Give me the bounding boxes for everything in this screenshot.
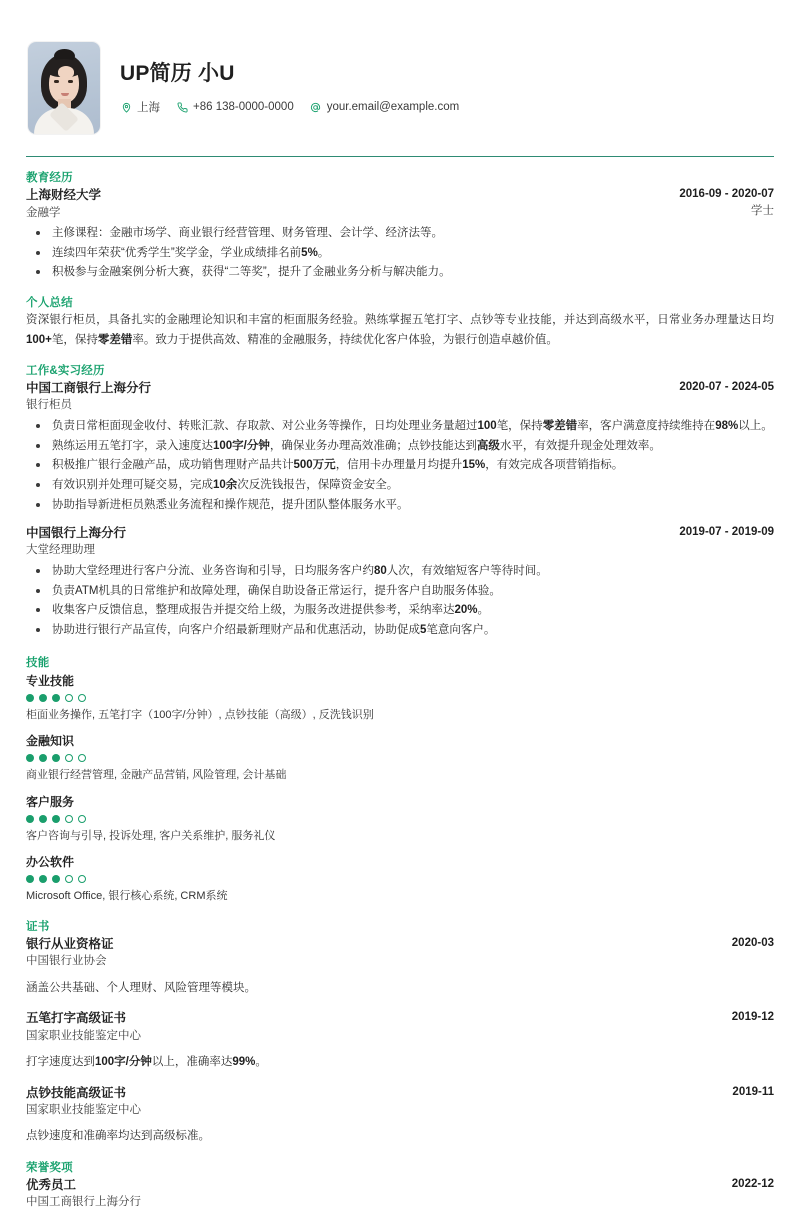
rating-dot-filled	[39, 815, 47, 823]
skill-name: 客户服务	[26, 794, 75, 809]
section-experience	[22, 364, 778, 640]
certificate-date: 2019-12	[731, 1011, 774, 1024]
skill-item	[26, 732, 774, 784]
experience-company: 中国银行上海分行	[26, 526, 127, 541]
award-item	[26, 1176, 774, 1211]
section-education	[22, 171, 778, 282]
experience-date: 2019-07 - 2019-09	[679, 526, 774, 539]
phone-icon	[176, 101, 188, 113]
contact-phone-value: +86 138-0000-0000	[193, 101, 294, 114]
education-bullets	[26, 224, 774, 282]
email-at-icon	[310, 101, 322, 113]
rating-dot-empty	[78, 875, 86, 883]
certificate-date: 2019-11	[732, 1085, 774, 1098]
skill-rating-dots	[26, 875, 774, 883]
bullet-item: 负责ATM机具的日常维护和故障处理，确保自助设备正常运行，提升客户自助服务体验。	[26, 582, 774, 601]
rating-dot-filled	[39, 694, 47, 702]
award-issuer: 中国工商银行上海分行	[26, 1196, 141, 1209]
bullet-item: 协助指导新进柜员熟悉业务流程和操作规范，提升团队整体服务水平。	[26, 496, 774, 515]
contact-phone	[176, 101, 294, 113]
resume-header	[22, 42, 778, 134]
section-title-awards: 荣誉奖项	[26, 1161, 73, 1174]
section-title-certificates: 证书	[26, 920, 50, 933]
education-major: 金融学	[26, 206, 61, 219]
skill-name: 办公软件	[26, 855, 75, 870]
certificate-title: 点钞技能高级证书	[26, 1085, 127, 1100]
bullet-item: 主修课程：金融市场学、商业银行经营管理、财务管理、会计学、经济法等。	[26, 224, 774, 243]
rating-dot-filled	[52, 815, 60, 823]
skill-item	[26, 793, 774, 845]
experience-company: 中国工商银行上海分行	[26, 381, 152, 396]
education-school: 上海财经大学	[26, 188, 102, 203]
skill-rating-dots	[26, 694, 774, 702]
skill-name: 金融知识	[26, 734, 75, 749]
rating-dot-empty	[65, 694, 73, 702]
section-awards	[22, 1161, 778, 1211]
experience-entry	[26, 379, 774, 514]
rating-dot-filled	[26, 815, 34, 823]
award-title: 优秀员工	[26, 1178, 77, 1193]
contact-email	[310, 101, 459, 113]
rating-dot-empty	[65, 815, 73, 823]
experience-bullets	[26, 417, 774, 514]
certificate-item	[26, 935, 774, 997]
portrait-photo	[28, 42, 100, 134]
bullet-item: 积极推广银行金融产品，成功销售理财产品共计500万元，信用卡办理量月均提升15%，有效完成各项营销指标。	[26, 456, 774, 475]
experience-bullets	[26, 562, 774, 640]
section-summary	[22, 296, 778, 351]
rating-dot-filled	[26, 694, 34, 702]
rating-dot-empty	[65, 754, 73, 762]
candidate-name: UP简历 小U	[120, 61, 235, 85]
rating-dot-filled	[52, 875, 60, 883]
section-title-education: 教育经历	[26, 172, 73, 184]
bullet-item: 协助进行银行产品宣传，向客户介绍最新理财产品和优惠活动，协助促成5笔意向客户。	[26, 621, 774, 640]
experience-date: 2020-07 - 2024-05	[679, 381, 774, 394]
bullet-item: 负责日常柜面现金收付、转账汇款、存取款、对公业务等操作，日均处理业务量超过100笔，保持零差错率，客户满意度持续维持在98%以上。	[26, 417, 774, 436]
summary-text: 资深银行柜员，具备扎实的金融理论知识和丰富的柜面服务经验。熟练掌握五笔打字、点钞等专业技能，并达到高级水平，日常业务办理量达日均100+笔，保持零差错率。致力于提供高效、精准的金融服务，持续优化客户体验，为银行创造卓越价值。	[26, 314, 774, 347]
rating-dot-filled	[26, 754, 34, 762]
skill-item	[26, 853, 774, 905]
skill-rating-dots	[26, 815, 774, 823]
skills-list	[26, 672, 774, 905]
contact-location-value: 上海	[137, 102, 160, 115]
bullet-item: 熟练运用五笔打字，录入速度达100字/分钟，确保业务办理高效准确；点钞技能达到高级水平，有效提升现金处理效率。	[26, 437, 774, 456]
rating-dot-filled	[52, 694, 60, 702]
certificate-title: 五笔打字高级证书	[26, 1011, 127, 1026]
contact-line	[120, 99, 778, 115]
certificate-issuer: 国家职业技能鉴定中心	[26, 1029, 141, 1042]
skill-description: Microsoft Office, 银行核心系统, CRM系统	[26, 890, 228, 903]
education-degree: 学士	[751, 205, 774, 218]
skill-description: 商业银行经营管理, 金融产品营销, 风险管理, 会计基础	[26, 769, 287, 782]
rating-dot-empty	[65, 875, 73, 883]
skill-rating-dots	[26, 754, 774, 762]
certificate-date: 2020-03	[731, 937, 774, 950]
contact-location	[120, 99, 160, 115]
certificate-description: 涵盖公共基础、个人理财、风险管理等模块。	[26, 982, 256, 995]
certificate-description: 点钞速度和准确率均达到高级标准。	[26, 1130, 210, 1143]
rating-dot-empty	[78, 694, 86, 702]
certificate-item	[26, 1009, 774, 1071]
contact-email-value: your.email@example.com	[326, 101, 460, 114]
bullet-item: 积极参与金融案例分析大赛，获得“二等奖”，提升了金融业务分析与解决能力。	[26, 263, 774, 282]
section-title-experience: 工作&实习经历	[26, 364, 105, 377]
bullet-item: 收集客户反馈信息，整理成报告并提交给上级，为服务改进提供参考，采纳率达20%。	[26, 601, 774, 620]
rating-dot-empty	[78, 754, 86, 762]
certificate-issuer: 国家职业技能鉴定中心	[26, 1103, 141, 1116]
certificate-issuer: 中国银行业协会	[26, 955, 107, 968]
skill-description: 柜面业务操作, 五笔打字（100字/分钟）, 点钞技能（高级）, 反洗钱识别	[26, 708, 374, 721]
education-entry	[26, 186, 774, 282]
section-title-summary: 个人总结	[26, 297, 73, 310]
education-date: 2016-09 - 2020-07	[679, 188, 774, 201]
skill-item	[26, 672, 774, 724]
rating-dot-filled	[39, 754, 47, 762]
rating-dot-filled	[52, 754, 60, 762]
section-title-skills: 技能	[26, 656, 50, 669]
location-pin-icon	[120, 101, 132, 113]
experience-role: 银行柜员	[26, 399, 72, 412]
bullet-item: 有效识别并处理可疑交易，完成10余次反洗钱报告，保障资金安全。	[26, 476, 774, 495]
section-certificates	[22, 920, 778, 1146]
certificate-title: 银行从业资格证	[26, 937, 114, 952]
certificate-item	[26, 1084, 774, 1146]
award-date: 2022-12	[731, 1178, 774, 1191]
rating-dot-filled	[26, 875, 34, 883]
rating-dot-filled	[39, 875, 47, 883]
header-text-block	[120, 61, 778, 115]
bullet-item: 连续四年荣获“优秀学生”奖学金，学业成绩排名前5%。	[26, 244, 774, 263]
experience-role: 大堂经理助理	[26, 544, 95, 557]
certificate-description: 打字速度达到100字/分钟以上，准确率达99%。	[26, 1056, 267, 1069]
section-skills	[22, 656, 778, 905]
skill-description: 客户咨询与引导, 投诉处理, 客户关系维护, 服务礼仪	[26, 829, 276, 842]
experience-entry	[26, 524, 774, 639]
skill-name: 专业技能	[26, 673, 75, 688]
header-divider	[26, 156, 774, 157]
bullet-item: 协助大堂经理进行客户分流、业务咨询和引导，日均服务客户约80人次，有效缩短客户等待时间。	[26, 562, 774, 581]
rating-dot-empty	[78, 815, 86, 823]
